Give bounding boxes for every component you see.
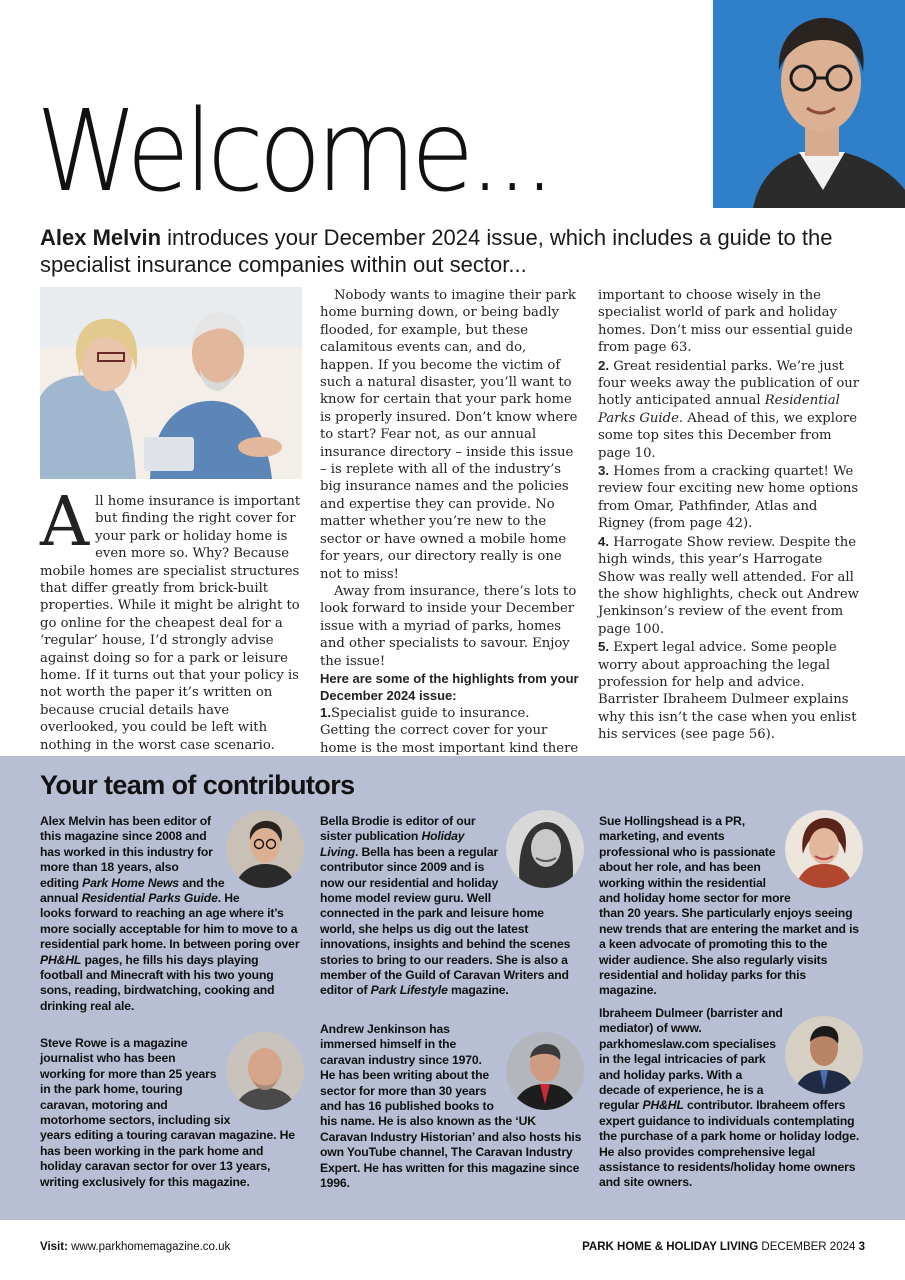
article-paragraph-1: ll home insurance is important but finding the right cover for your park or holiday home is even more so. Why? Because mobile homes are specialist structures that differ greatly from brick-built properties. While it might be alright to go online for the cheapest deal for a ‘regular’ house, I’d strongly advise against doing so for a park or leisure home. If it turns out that your policy is not worth the paper it’s written on because crucial details have overlooked, you could be left with nothing in the worst case scenario. — [40, 494, 301, 753]
footer-url[interactable]: www.parkhomemagazine.co.uk — [67, 1241, 231, 1253]
footer-visit — [40, 1241, 230, 1253]
contributor-name: Andrew Jenkinson — [320, 1022, 426, 1036]
bio-text: has been editor of this magazine since 2008 and has worked in this industry for more than 18 years, also editing — [40, 814, 213, 890]
article-column-2 — [320, 287, 580, 775]
highlight-number: 4. — [598, 533, 609, 549]
highlight-number: 3. — [598, 463, 609, 479]
contributor-bio-ibraheem — [599, 1006, 861, 1191]
contributor-name: Ibraheem Dulmeer — [599, 1006, 703, 1020]
contributor-headshot — [226, 810, 304, 888]
contributor-bio-bella — [320, 814, 582, 999]
intro-text: introduces your December 2024 issue, which includes a guide to the specialist insurance companies within out sector... — [40, 225, 833, 277]
drop-cap: A — [40, 483, 90, 562]
highlight-italic-title: Residential Parks Guide — [598, 393, 840, 426]
intro-standfirst — [40, 224, 870, 278]
contributors-title: Your team of contributors — [40, 770, 355, 800]
highlight-text: Great residential parks. We’re just four weeks away the publication of our hotly anticipated annual — [598, 358, 860, 409]
contributor-name: Bella Brodie — [320, 814, 390, 828]
contributors-panel — [0, 756, 905, 1220]
bio-text: . Bella has been a regular contributor since 2009 and is now our residential and holiday home model review guru. Well connected in the park and leisure home world, she helps us dig out the latest innovations, insights and behind the scenes stories to bring to our readers. She is also a member of the Guild of Caravan Writers and editor of — [320, 844, 571, 998]
highlight-text: . Ahead of this, we explore some top sites this December from page 10. — [598, 410, 857, 461]
contributor-headshot — [785, 810, 863, 888]
highlight-item-4 — [598, 533, 862, 638]
highlight-text: Expert legal advice. Some people worry about approaching the legal profession for help and advice. Barrister Ibraheem Dulmeer explains why this isn’t the case when you enlist his services (see page 56). — [598, 640, 857, 743]
highlight-number: 5. — [598, 639, 609, 655]
article-paragraph-3: Away from insurance, there’s lots to look forward to inside your December issue with a myriad of parks, homes and other specialists to savour. Enjoy the issue! — [320, 583, 577, 669]
highlight-text: Homes from a cracking quartet! We review four exciting new home options from Omar, Pathfinder, Atlas and Rigney (from page 42). — [598, 464, 859, 532]
contributor-bio-andrew — [320, 1022, 582, 1191]
contributor-headshot — [226, 1032, 304, 1110]
highlight-item-2 — [598, 357, 862, 462]
bio-italic: Park Lifestyle — [370, 983, 448, 998]
highlights-heading: Here are some of the highlights from your December 2024 issue: — [320, 670, 579, 703]
highlight-number: 1. — [320, 704, 331, 720]
highlight-item-3 — [598, 462, 862, 533]
contributor-bio-steve — [40, 1036, 302, 1190]
highlight-number: 2. — [598, 357, 609, 373]
bio-text: (barrister and mediator) of www. parkhomeslaw.com specialises in the legal intricacies of park and holiday parks. With a decade of experience, he is a regular — [599, 1006, 783, 1113]
footer-visit-label: Visit: — [40, 1241, 68, 1253]
intro-author: Alex Melvin — [40, 225, 162, 250]
bio-text: contributor. Ibraheem offers expert guidance to individuals contemplating the purchase of a park home or holiday lodge. He also provides comprehensive legal assistance to residents/holiday home owners and site owners. — [599, 1098, 860, 1190]
footer-publication-name: PARK HOME & HOLIDAY LIVING — [582, 1241, 759, 1253]
bio-italic: Residential Parks Guide — [81, 891, 218, 906]
page-title: Welcome... — [36, 87, 551, 217]
bio-italic: Holiday Living — [320, 829, 465, 859]
highlight-item-1-continued: important to choose wisely in the specialist world of park and holiday homes. Don’t miss our essential guide from page 63. — [598, 288, 853, 356]
contributor-bio-sue — [599, 814, 861, 999]
bio-text: . He looks forward to reaching an age where it’s more socially acceptable for him to move to a residential park home. In between poring over — [40, 891, 300, 952]
contributor-bio-alex — [40, 814, 302, 1014]
contributor-headshot — [785, 1016, 863, 1094]
contributor-headshot — [506, 1032, 584, 1110]
article-column-1 — [40, 287, 302, 754]
contributor-name: Steve Rowe — [40, 1036, 107, 1050]
author-photo — [713, 0, 905, 208]
bio-italic: PH&HL — [40, 952, 82, 967]
contributor-name: Sue Hollingshead — [599, 814, 699, 828]
bio-text: has immersed himself in the caravan industry since 1970. He has been writing about the sector for more than 30 years and has 16 published books to his name. He is also known as the ‘UK Caravan Industry Historian’ and also hosts his own YouTube channel, The Caravan Industry Expert. He has written for this magazine since 1996. — [320, 1022, 582, 1191]
article-photo — [40, 287, 302, 479]
bio-italic: PH&HL — [642, 1098, 684, 1113]
page-number: 3 — [858, 1241, 865, 1253]
bio-text: and the annual — [40, 875, 225, 906]
highlight-text: Harrogate Show review. Despite the high winds, this year’s Harrogate Show was really well attended. For all the show highlights, check out Andrew Jenkinson’s review of the event from page 100. — [598, 534, 859, 637]
page-footer — [40, 1241, 865, 1253]
footer-issue: DECEMBER 2024 — [758, 1241, 859, 1253]
bio-text: is a magazine journalist who has been working for more than 25 years in the park home, touring caravan, motoring and motorhome sectors, including six years editing a touring caravan magazine. He has been working in the park home and holiday caravan sector for over 13 years, writing exclusively for this magazine. — [40, 1036, 295, 1189]
bio-text: is a PR, marketing, and events professional who is passionate about her role, and has been working within the residential and holiday home sector for more than 20 years. She particularly enjoys seeing new trends that are entering the market and is a keen advocate of promoting this to the wider audience. She also regularly visits residential and holiday parks for this magazine. — [599, 814, 859, 998]
contributor-name: Alex Melvin — [40, 814, 106, 828]
highlight-item-5 — [598, 638, 862, 743]
contributor-headshot — [506, 810, 584, 888]
article-column-3 — [598, 287, 862, 744]
highlight-text: Specialist guide to insurance. Getting the correct cover for your home is the most important kind there — [320, 705, 579, 756]
bio-text: magazine. — [447, 983, 509, 998]
bio-text: pages, he fills his days playing football and Minecraft with his two young sons, reading, birdwatching, cooking and drinking real ale. — [40, 952, 275, 1013]
bio-text: is editor of our sister publication — [320, 814, 476, 844]
bio-italic: Park Home News — [82, 875, 179, 890]
article-paragraph-2: Nobody wants to imagine their park home burning down, or being badly flooded, for example, but these calamitous events can, and do, happen. If you become the victim of such a natural disaster, you’ll want to know for certain that your park home is properly insured. Don’t know where to start? Fear not, as our annual insurance directory – inside this issue – is replete with all of the industry’s big insurance names and the policies and expertise they can provide. No matter whether you’re new to the sector or have owned a mobile home for years, our directory really is one not to miss! — [320, 288, 578, 582]
footer-publication — [582, 1241, 865, 1253]
